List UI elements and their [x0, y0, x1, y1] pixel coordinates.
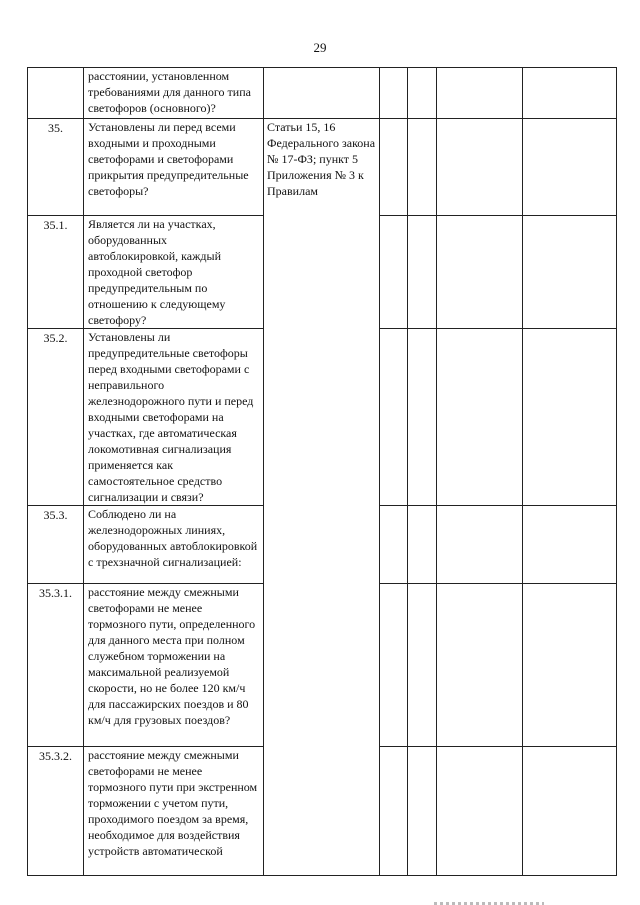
question-text: Установлены ли предупредительные светофоры перед входными светофорами с неправильного железнодорожного пути и перед входными светофорами на участках, где автоматическая локомотивная сигнализация применяется как самостоятельное средство сигнализации и связи? — [84, 329, 264, 506]
legal-reference — [264, 68, 380, 119]
question-text: расстояние между смежными светофорами не менее тормозного пути, определенного для данного места при полном служебном торможении на максимальной реализуемой скорости, но не более 120 км/ч для пассажирских поездов и 80 км/ч для грузовых поездов? — [84, 584, 264, 747]
note-cell — [523, 584, 617, 747]
table-row — [28, 68, 617, 119]
question-text: Установлены ли перед всеми входными и проходными светофорами и светофорами прикрытия предупредительные светофоры? — [84, 119, 264, 216]
not-applicable-cell — [437, 329, 523, 506]
note-cell — [523, 68, 617, 119]
note-cell — [523, 119, 617, 216]
answer-no-cell — [408, 119, 437, 216]
not-applicable-cell — [437, 216, 523, 329]
not-applicable-cell — [437, 119, 523, 216]
note-cell — [523, 329, 617, 506]
table-row — [28, 119, 617, 216]
answer-yes-cell — [380, 119, 408, 216]
answer-no-cell — [408, 216, 437, 329]
note-cell — [523, 506, 617, 584]
not-applicable-cell — [437, 68, 523, 119]
item-number: 35.3.2. — [28, 747, 84, 876]
answer-no-cell — [408, 506, 437, 584]
note-cell — [523, 747, 617, 876]
answer-yes-cell — [380, 506, 408, 584]
not-applicable-cell — [437, 506, 523, 584]
item-number — [28, 68, 84, 119]
checklist-table — [27, 67, 617, 876]
page-number: 29 — [313, 40, 327, 55]
question-text: расстоянии, установленном требованиями для данного типа светофоров (основного)? — [84, 68, 264, 119]
item-number: 35.3. — [28, 506, 84, 584]
answer-yes-cell — [380, 584, 408, 747]
answer-yes-cell — [380, 329, 408, 506]
note-cell — [523, 216, 617, 329]
answer-no-cell — [408, 68, 437, 119]
answer-yes-cell — [380, 68, 408, 119]
question-text: расстояние между смежными светофорами не менее тормозного пути при экстренном торможении с учетом пути, проходимого поездом за время, необходимое для воздействия устройств автоматической — [84, 747, 264, 876]
item-number: 35.1. — [28, 216, 84, 329]
answer-no-cell — [408, 584, 437, 747]
not-applicable-cell — [437, 584, 523, 747]
item-number: 35.3.1. — [28, 584, 84, 747]
item-number: 35.2. — [28, 329, 84, 506]
legal-reference: Статьи 15, 16 Федерального закона № 17-ФЗ; пункт 5 Приложения № 3 к Правилам — [264, 119, 380, 876]
answer-no-cell — [408, 747, 437, 876]
question-text: Является ли на участках, оборудованных автоблокировкой, каждый проходной светофор предупредительным по отношению к следующему светофору? — [84, 216, 264, 329]
question-text: Соблюдено ли на железнодорожных линиях, оборудованных автоблокировкой с трехзначной сигнализацией: — [84, 506, 264, 584]
item-number: 35. — [28, 119, 84, 216]
not-applicable-cell — [437, 747, 523, 876]
answer-yes-cell — [380, 216, 408, 329]
answer-no-cell — [408, 329, 437, 506]
answer-yes-cell — [380, 747, 408, 876]
